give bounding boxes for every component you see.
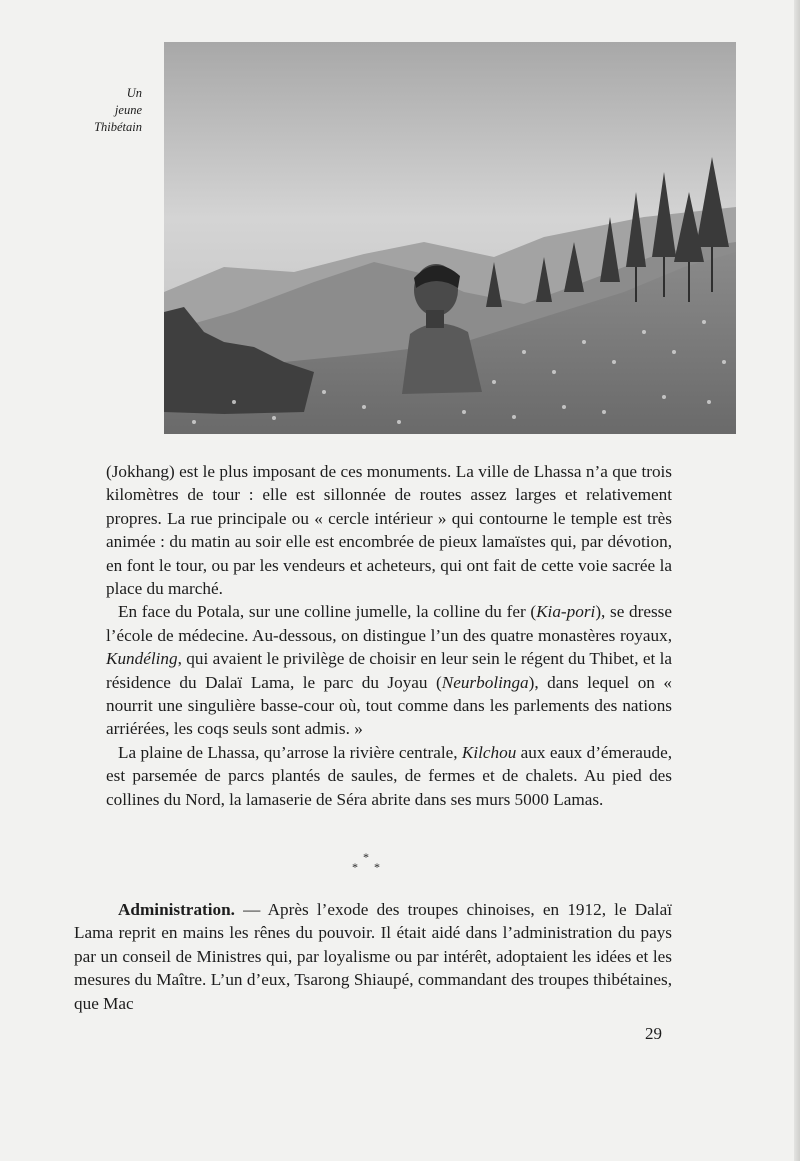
caption-line-3: Thibétain xyxy=(94,120,142,134)
term-kiapori: Kia-pori xyxy=(536,602,596,622)
term-kilchou: Kilchou xyxy=(461,742,517,762)
paragraph-potala-d: ), dans lequel on « nourrit une singulière basse-cour où, tout comme dans les parlements des nations arriérées, les coqs seuls sont admis. » xyxy=(106,672,672,739)
term-neurbolinga: Neurbolinga xyxy=(441,672,529,692)
photo-caption xyxy=(62,85,142,136)
administration-heading: Administration. xyxy=(118,900,235,919)
separator-star-right: * xyxy=(374,860,380,874)
paragraph-potala-b: ), se dresse l’école de médecine. Au-dessous, on distingue l’un des quatre monastères royaux, xyxy=(106,602,672,645)
body-text xyxy=(106,460,672,811)
caption-line-2: jeune xyxy=(114,103,142,117)
administration-section xyxy=(74,898,672,1015)
separator-star-left: * xyxy=(352,860,358,874)
page-number: 29 xyxy=(645,1024,662,1043)
section-separator xyxy=(346,850,386,880)
paragraph-potala-a: En face du Potala, sur une colline jumelle, la colline du fer ( xyxy=(118,602,537,622)
caption-line-1: Un xyxy=(126,86,142,100)
paragraph-plaine-a: La plaine de Lhassa, qu’arrose la rivière centrale, xyxy=(118,742,462,762)
paragraph-jokhang: (Jokhang) est le plus imposant de ces monuments. La ville de Lhassa n’a que trois kilomètres de tour : elle est sillonnée de routes assez larges et relativement propres. La rue principale ou « cercle intérieur » qui contourne le temple est très animée : du matin au soir elle est encombrée de pieux lamaïstes qui, par dévotion, en font le tour, ou par les vendeurs et acheteurs, qui ont fait de cette voie sacrée la place du marché. xyxy=(106,462,672,599)
paragraph-plaine xyxy=(106,741,672,811)
administration-text: — Après l’exode des troupes chinoises, en 1912, le Dalaï Lama reprit en mains les rênes du pouvoir. Il était aidé dans l’administration du pays par un conseil de Ministres qui, par loyalisme ou par intérêt, adoptaient les idées et les mesures du Maître. L’un d’eux, Tsarong Shiaupé, commandant des troupes thibétaines, que Mac xyxy=(74,900,672,1013)
page-edge xyxy=(794,0,800,1161)
separator-star-top: * xyxy=(363,850,369,864)
administration-paragraph xyxy=(74,898,672,1015)
photograph xyxy=(164,42,736,434)
paragraph-potala xyxy=(106,600,672,740)
photograph-illustration xyxy=(164,42,736,434)
paragraph-potala-c: , qui avaient le privilège de choisir en leur sein le régent du Thibet, et la résidence du Dalaï Lama, le parc du Joyau ( xyxy=(106,649,672,692)
term-kundeling: Kundéling xyxy=(106,649,178,669)
paragraph-plaine-b: aux eaux d’émeraude, est parsemée de parcs plantés de saules, de fermes et de chalets. Au pied des collines du Nord, la lamaserie de Séra abrite dans ses murs 5000 Lamas. xyxy=(106,742,673,809)
